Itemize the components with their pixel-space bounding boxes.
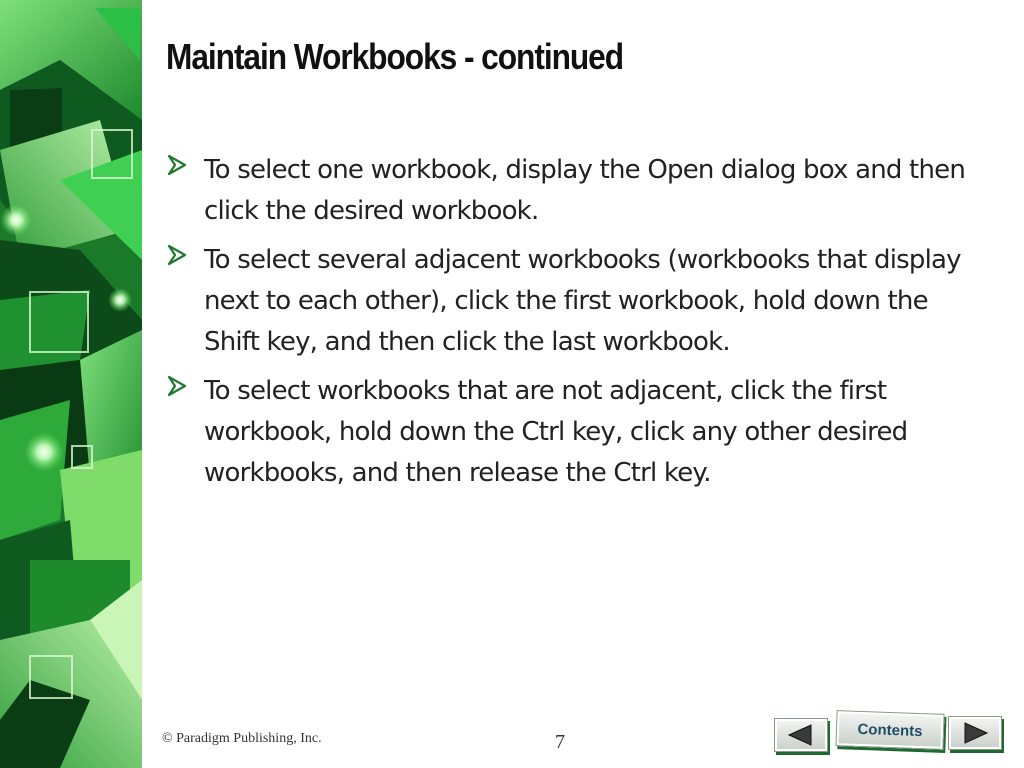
list-item <box>166 371 966 494</box>
list-item <box>166 150 966 232</box>
triangle-right-icon <box>949 717 1001 749</box>
bullet-text: To select one workbook, display the Open dialog box and then click the desired workbook. <box>204 155 965 226</box>
page-number: 7 <box>555 731 565 753</box>
previous-slide-button[interactable] <box>774 718 828 752</box>
list-item <box>166 240 966 363</box>
decorative-green-crystal-strip <box>0 0 142 768</box>
bullet-text: To select workbooks that are not adjacent, click the first workbook, hold down the Ctrl key, click any other desired workbooks, and then release the Ctrl key. <box>204 376 908 488</box>
arrow-bullet-icon <box>166 371 204 402</box>
copyright-text: © Paradigm Publishing, Inc. <box>162 731 322 746</box>
triangle-left-icon <box>775 719 827 751</box>
arrow-bullet-icon <box>166 240 204 271</box>
slide-title: Maintain Workbooks - continued <box>166 36 624 77</box>
bullet-list <box>166 150 966 502</box>
contents-button[interactable] <box>835 710 944 750</box>
bullet-text: To select several adjacent workbooks (workbooks that display next to each other), click the first workbook, hold down the Shift key, and then click the last workbook. <box>204 245 961 357</box>
arrow-bullet-icon <box>166 150 204 181</box>
next-slide-button[interactable] <box>948 716 1002 750</box>
contents-label: Contents <box>857 720 923 740</box>
